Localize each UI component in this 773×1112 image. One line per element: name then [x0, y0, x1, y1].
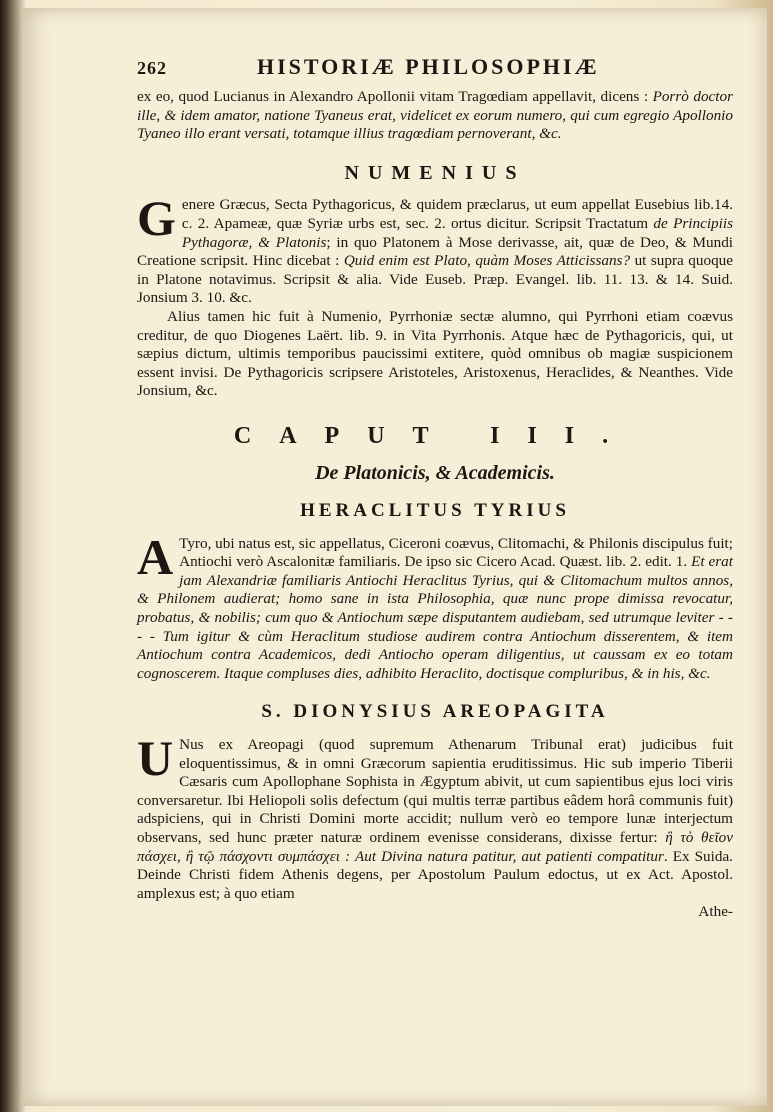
heraclitus-cicero-quote: Et erat jam Alexandriæ familiaris Antiochi Heraclitus Tyrius, qui & Clitomachum multos annos, & Philonem audierat; homo sane in ista Philosophia, quæ nunc prope dimissa revocatur, probatus, & nobilis; cum quo & Antiochum sæpe disputantem audiebam, sed utrumque leviter - - - - Tum igitur & cùm Heraclitum studiose audirem contra Antiochum disserentem, & item Antiochum contra Academicos, dedi Antiocho operam diligentius, ut caussam ex eo totam cognoscerem. Itaque compluses dies, adhibito Heraclito, doctisque compluribus, & in his, &c. [137, 553, 733, 682]
entry-heraclitus [137, 528, 733, 684]
entry-numenius [137, 190, 734, 401]
chapter-subtitle: De Platonicis, & Academicis. [315, 461, 555, 484]
numenius-text-c: ut supra quoque in Platone notavimus. Scripsit & alia. Vide Euseb. Præp. Evangel. lib. 11. 13. & 14. Suid. Jonsium 3. 10. &c. [137, 252, 734, 307]
intro-text: ex eo, quod Lucianus in Alexandro Apollonii vitam Tragœdiam appellavit, dicens : [137, 88, 653, 105]
dionysius-text-a: Nus ex Areopagi (quod supremum Athenarum Tribunal erat) judicibus fuit eloquentissimus, & in omni Græcorum sapientia eruditissimus. Hic sub imperio Tiberii Cæsaris cum Apollophane Sophista in Ægyptum abivit, ut cum sapientibus ejus loci viris conversaretur. Ibi Heliopoli solis defectum (qui multis terræ partibus eâdem horâ communis fuit) adspiciens, qui in Christi Domini morte accidit; nullum verò eo tempore lunæ interjectum observans, sed hunc præter naturæ ordinem evenisse considerans, dixisse fertur: [137, 736, 733, 846]
section-heading-dionysius: S. DIONYSIUS AREOPAGITA [261, 701, 609, 723]
dropcap-dionysius: U [137, 730, 174, 787]
dropcap-numenius: G [137, 190, 176, 247]
chapter-title: CAPUT III. [233, 422, 637, 449]
dionysius-text-b: . Ex Suida. Deinde Christi fidem Athenis degens, per Apostolum Paulum edoctus, ut ex Act. Apostol. amplexus est; à quo etiam [137, 847, 733, 902]
numenius-italic-quote: Quid enim est Plato, quàm Moses Atticissans? [343, 252, 631, 270]
dionysius-greek-quote: ἢ τὸ θεῖον πάσχει, ἢ τῷ πάσχοντι συμπάσχει [137, 829, 733, 865]
running-head [137, 54, 733, 88]
dropcap-heraclitus: A [137, 528, 174, 585]
page-number: 262 [137, 58, 167, 78]
numenius-text-b: ; in quo Platonem à Mose derivasse, ait, quæ de Deo, & Mundi Creatione scripsit. Hinc dicebat : [137, 233, 734, 270]
numenius-text-a: enere Græcus, Secta Pythagoricus, & quidem præclarus, ut eum appellat Eusebius lib.14. c. 2. Apameæ, quæ Syriæ urbs est, sec. 2. ortus dicitur. Scripsit Tractatum [181, 196, 733, 232]
intro-paragraph [137, 88, 733, 144]
entry-dionysius [137, 730, 733, 922]
heraclitus-paragraph [137, 528, 733, 684]
intro-quote: Porrò doctor ille, & idem amator, natione Tyaneus erat, videlicet ex eorum numero, qui cum egregio Apollonio Tyaneo illo erant versati, totamque illius tragœdiam pernoverant, &c. [137, 88, 734, 143]
heraclitus-text: Tyro, ubi natus est, sic appellatus, Ciceroni coævus, Clitomachi, & Philonis discipulus fuit; Antiochi verò Ascalonitæ familiaris. De ipso sic Cicero Acad. Quæst. lib. 2. edit. 1. [179, 534, 733, 571]
section-heading-numenius: NUMENIUS [344, 161, 526, 184]
numenius-paragraph-1 [137, 190, 734, 308]
numenius-paragraph-2: Alius tamen hic fuit à Numenio, Pyrrhoniæ sectæ alumno, qui Pyrrhoni etiam coævus creditur, de quo Diogenes Laërt. lib. 9. in Vita Pyrrhonis. Atque hæc de Pythagoricis, qui, ut sæpius dictum, ultimis temporibus paucissimi extitere, quòd omnibus ob magiæ suspicionem essent invisi. De Pythagoricis scripsere Aristoteles, Aristoxenus, Heraclides, & Neanthes. Vide Jonsium, &c. [137, 307, 733, 400]
running-title: HISTORIÆ PHILOSOPHIÆ [257, 54, 600, 79]
page-content [137, 54, 734, 922]
numenius-italic-title: de Principiis Pythagoræ, & Platonis [181, 214, 733, 251]
catchword: Athe- [698, 903, 733, 921]
dionysius-paragraph [137, 730, 733, 903]
dionysius-latin-quote: : Aut Divina natura patitur, aut patienti compatitur [339, 847, 664, 865]
section-heading-heraclitus: HERACLITUS TYRIUS [300, 500, 570, 522]
